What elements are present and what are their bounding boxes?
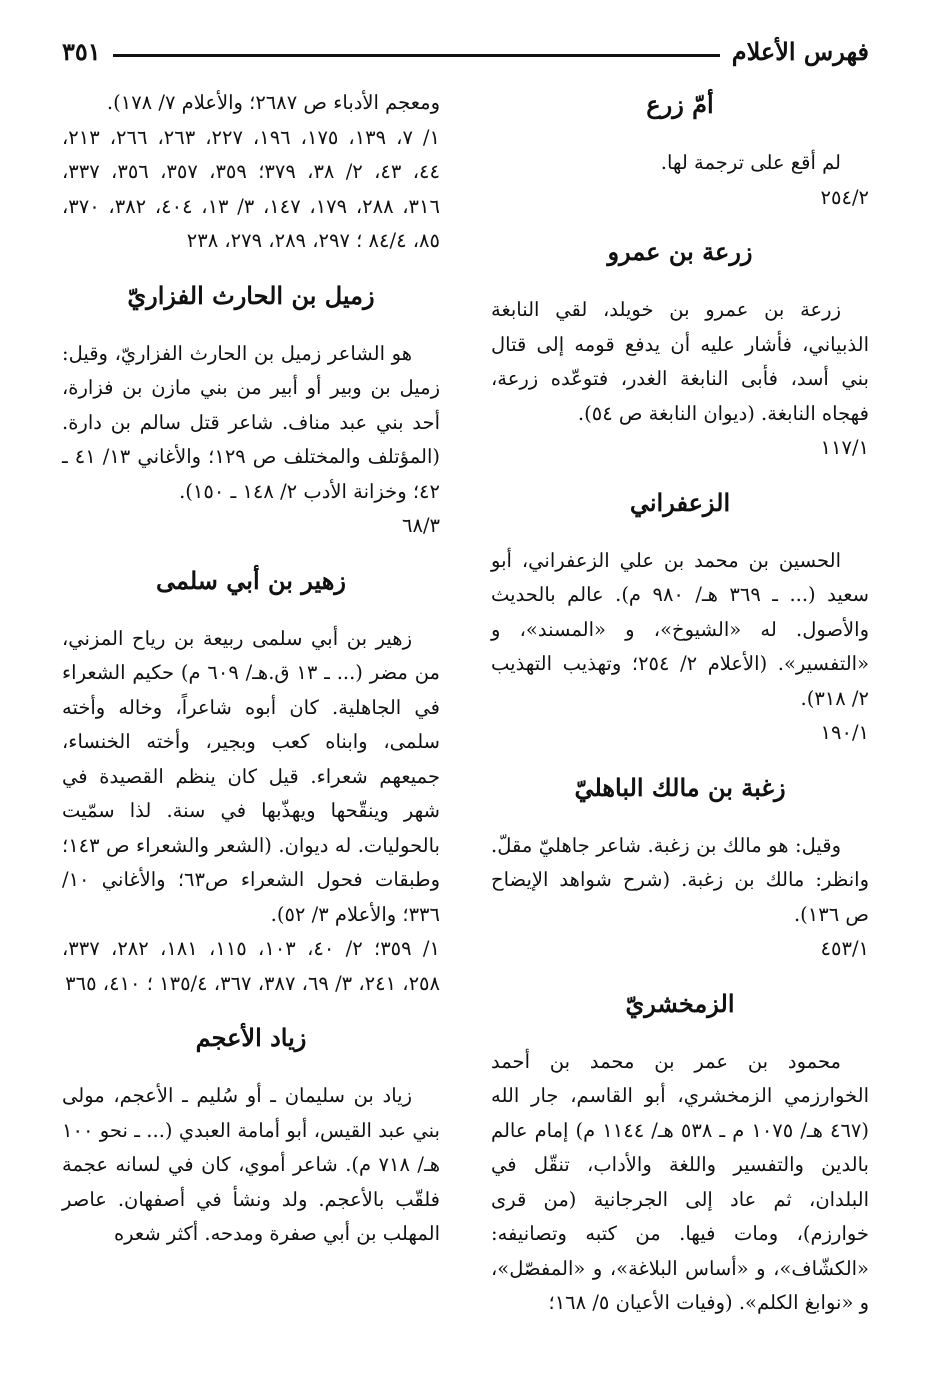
- entry-body: محمود بن عمر بن محمد بن أحمد الخوارزمي الزمخشري، أبو القاسم، جار الله (٤٦٧ هـ/ ١٠٧٥ م ـ ٥٣٨ هـ/ ١١٤٤ م) إمام عالم بالدين والتفسير واللغة والأداب، تنقّل في البلدان، ثم عاد إلى الجرجانية (من قرى خوارزم)، ومات فيها. من كتبه وتصانيفه: «الكشّاف»، و «أساس البلاغة»، و «المفصّل»، و «نوابغ الكلم». (وفيات الأعيان ٥/ ١٦٨؛: [491, 1049, 869, 1314]
- running-title: فهرس الأعلام: [731, 37, 869, 66]
- page-number: ٣٥١: [62, 37, 101, 66]
- entry-heading: زرعة بن عمرو: [607, 237, 753, 266]
- entry-references: ١/ ٧، ١٣٩، ١٧٥، ١٩٦، ٢٢٧، ٢٦٣، ٢٦٦، ٢١٣، ٤٤، ٤٣، ٢/ ٣٨، ٣٧٩؛ ٣٥٩، ٣٥٧، ٣٥٦، ٣٣٧، ٣١٦، ٢٨٨، ١٧٩، ١٤٧، ٣/ ١٣، ٤٠٤، ٣٨٢، ٣٧٠، ٨٥، ٨٤/٤ ؛ ٢٩٧، ٢٨٩، ٢٧٩، ٢٣٨: [62, 125, 440, 252]
- continued-text: ومعجم الأدباء ص ٢٦٨٧؛ والأعلام ٧/ ١٧٨).: [106, 91, 440, 114]
- entry-heading: أمّ زرع: [646, 90, 714, 119]
- entry-body: زياد بن سليمان ـ أو سُليم ـ الأعجم، مولى بني عبد القيس، أبو أمامة العبدي (... ـ نحو ١٠٠ هـ/ ٧١٨ م). شاعر أموي، كان في لسانه عجمة فلقّب بالأعجم. ولد ونشأ في أصفهان. عاصر المهلب بن أبي صفرة ومدحه. أكثر شعره: [62, 1084, 441, 1245]
- entry-references: ١٩٠/١: [820, 721, 869, 744]
- entry-body: الحسين بن محمد بن علي الزعفراني، أبو سعيد (... ـ ٣٦٩ هـ/ ٩٨٠ م). عالم بالحديث والأصول. له «الشيوخ»، و «المسند»، و «التفسير». (الأعلام ٢/ ٢٥٤؛ وتهذيب التهذيب ٢/ ٣١٨).: [491, 548, 869, 710]
- right-column: [491, 86, 869, 1376]
- entry: [491, 987, 869, 1321]
- entry-heading: زغبة بن مالك الباهليّ: [574, 772, 786, 802]
- entry: [62, 1021, 440, 1252]
- entry-body: زهير بن أبي سلمى ربيعة بن رياح المزني، من مضر (... ـ ١٣ ق.هـ/ ٦٠٩ م) حكيم الشعراء في الجاهلية. كان أبوه شاعراً، وخاله وأخته سلمى، وابناه كعب وبجير، وأخته الخنساء، جميعهم شعراء. قيل كان ينظم القصيدة في شهر وينقّحها ويهذّبها في سنة. لذا سمّيت بالحوليات. له ديوان. (الشعر والشعراء ص ١٤٣؛ وطبقات فحول الشعراء ص٦٣؛ والأغاني ١٠/ ٣٣٦؛ والأعلام ٣/ ٥٢).: [62, 626, 440, 926]
- running-header: [62, 26, 869, 66]
- entry: [491, 486, 869, 751]
- entry-heading: الزعفراني: [629, 487, 731, 517]
- entry: [62, 564, 440, 1002]
- entry-body: هو الشاعر زميل بن الحارث الفزاريّ، وقيل: زميل بن وبير أو أبير من بني مازن بن فزارة، أحد بني عبد مناف. شاعر قتل سالم بن دارة. (المؤتلف والمختلف ص ١٢٩؛ والأغاني ١٣/ ٤١ ـ ٤٢؛ وخزانة الأدب ٢/ ١٤٨ ـ ١٥٠).: [62, 341, 440, 503]
- entry-body: وقيل: هو مالك بن زغبة. شاعر جاهليّ مقلّ. وانظر: مالك بن زغبة. (شرح شواهد الإيضاح ص ١٣٦).: [491, 833, 869, 926]
- entry-references: ٦٨/٣: [402, 514, 440, 537]
- entry: [491, 235, 869, 466]
- entry: [491, 88, 869, 215]
- entry-heading: الزمخشريّ: [625, 988, 735, 1018]
- entry-references: ١/ ٣٥٩؛ ٢/ ٤٠، ١٠٣، ١١٥، ١٨١، ٢٨٢، ٣٣٧، ٢٥٨، ٢٤١، ٣/ ٦٩، ٣٨٧، ٣٦٧، ١٣٥/٤ ؛ ٤١٠، ٣٦٥: [62, 937, 440, 995]
- entry-body: لم أقع على ترجمة لها.: [660, 151, 841, 174]
- header-rule: [113, 54, 720, 57]
- entry-body: زرعة بن عمرو بن خويلد، لقي النابغة الذبياني، فأشار عليه أن يدفع قومه إلى قتال بني أسد، فأبى النابغة الغدر، فتوعّده زرعة، فهجاه النابغة. (ديوان النابغة ص ٥٤).: [491, 298, 869, 425]
- entry-heading: زميل بن الحارث الفزاريّ: [127, 280, 375, 310]
- entry-heading: زياد الأعجم: [195, 1023, 307, 1052]
- left-column: [62, 86, 440, 1376]
- entry-heading: زهير بن أبي سلمى: [155, 565, 347, 595]
- entry: [62, 279, 440, 544]
- entry-references: ٤٥٣/١: [820, 937, 869, 960]
- entry-continuation: [62, 86, 440, 259]
- entry: [491, 771, 869, 967]
- entry-references: ١١٧/١: [820, 436, 869, 459]
- entry-references: ٢٥٤/٢: [820, 185, 869, 209]
